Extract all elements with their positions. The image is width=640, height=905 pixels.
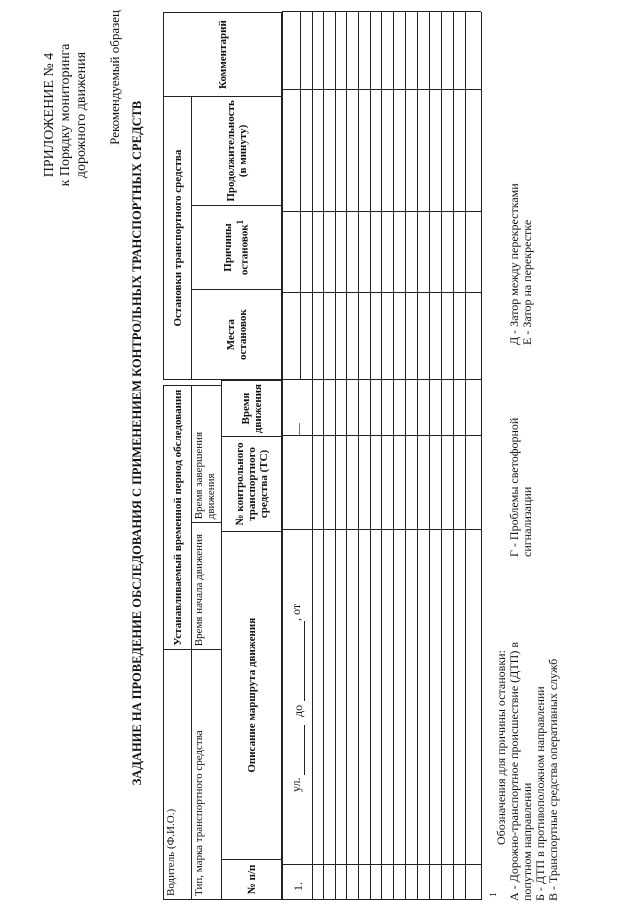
row-line [481,380,482,900]
legend-item-g: Г - Проблемы светофорной сигнализации [507,417,534,557]
row-line [312,12,313,380]
row-line [335,380,336,900]
row-line [417,380,418,900]
row-line [441,12,442,380]
row1-to-blank [304,621,305,701]
legend-item-d: Д - Затор между перекрестками [507,183,521,345]
col-comment-header: Комментарий [164,13,282,97]
row-line [335,12,336,380]
stop-reasons-text: Причины остановок [222,223,251,276]
row-line [481,12,482,380]
document-title: ЗАДАНИЕ НА ПРОВЕДЕНИЕ ОБСЛЕДОВАНИЯ С ПРИМЕНЕНИЕМ КОНТРОЛЬНЫХ ТРАНСПОРТНЫХ СРЕДСТВ [130,100,144,786]
row-line [465,12,466,380]
col-stop-reasons-header [192,205,282,290]
appendix-header [42,25,90,205]
row-line [381,12,382,380]
row-line [370,380,371,900]
driver-label: Водитель (Ф.И.О.) [164,650,192,900]
row-line [429,380,430,900]
row1-to-label: до [291,704,305,717]
driver-info-table [163,385,222,900]
row1-street-blank [304,725,305,775]
row-line [453,380,454,900]
legend-title: Обозначения для причины остановки: [494,650,508,845]
row-line [323,12,324,380]
col-route-header: Описание маршрута движения [222,531,282,859]
row-line [405,380,406,900]
row-line [312,380,313,900]
row-line [441,380,442,900]
legend-item-b: Б - ДТП в противоположном направлении [533,686,547,901]
vehicle-type-label: Тип, марка транспортного средства [192,650,222,900]
stops-table [163,12,282,380]
row-line [358,12,359,380]
row-line [358,380,359,900]
row-line [393,12,394,380]
appendix-to-order: к Порядку мониторинга [58,43,73,187]
col-duration-header: Продолжительность (в минуту) [192,97,282,205]
col-time-header: Время движения [222,381,282,437]
row-line [370,12,371,380]
row-line [429,12,430,380]
recommended-sample: Рекомендуемый образец [107,10,122,145]
col-vehicle-number-header: № контрольного транспортного средства (ТС) [222,437,282,532]
survey-period-label: Устанавливаемый временной период обследования [164,386,192,650]
appendix-order-subject: дорожного движения [74,51,89,179]
row1-time-dash: — [291,423,305,435]
end-time-label: Время завершения движения [192,386,222,523]
col-number-header: № п/п [222,859,282,899]
row1-number: 1. [291,882,305,891]
row-line [393,380,394,900]
row-line [405,12,406,380]
row-line [453,12,454,380]
row-line [300,12,301,380]
legend-item-a: А - Дорожно-транспортное происшествие (ДТП) в попутном направлении [507,642,534,901]
row-line [323,380,324,900]
row-line [282,380,283,900]
footnote-marker: 1 [235,219,246,225]
row-line [465,380,466,900]
row-line [381,380,382,900]
legend-item-v: В - Транспортные средства оперативных служб [546,658,560,901]
col-stop-places-header: Места остановок [192,290,282,380]
row1-from-label: , от [289,603,303,621]
appendix-number: ПРИЛОЖЕНИЕ № 4 [42,52,57,178]
stops-group-header: Остановки транспортного средства [164,97,192,380]
route-table [221,380,282,900]
row1-street-label: ул. [289,777,303,792]
legend-item-e: Е - Затор на перекрестке [520,219,534,345]
row-line [346,380,347,900]
row-line [346,12,347,380]
footnote-number: 1 [488,892,498,897]
row-line [282,12,283,380]
row-line [417,12,418,380]
start-time-label: Время начала движения [192,523,222,650]
